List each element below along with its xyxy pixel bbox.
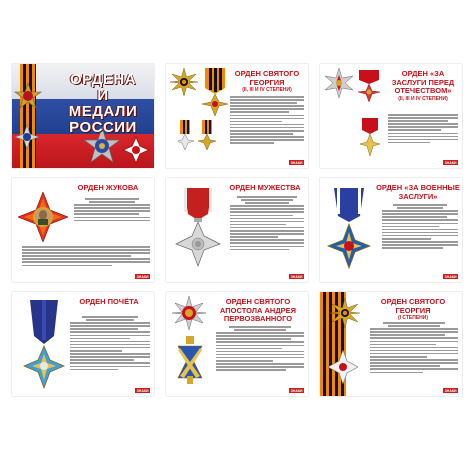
card-body-text [230,196,304,252]
military-merit-order-icon [326,188,372,272]
st-george-first-star-icon [330,298,360,328]
card-title-text: ОРДЕН ПОЧЁТА [79,297,139,306]
publisher-badge: ЗНАКИ [444,388,457,393]
card-subtitle: (II, III И IV СТЕПЕНИ) [398,95,448,102]
card-st-andrew [166,292,308,396]
card-title [366,298,460,321]
publisher-badge: ЗНАКИ [444,274,457,279]
card-subtitle: (II, III И IV СТЕПЕНИ) [242,87,292,93]
st-george-crosses-icon [178,120,216,164]
merit-badge-icon [360,118,380,160]
card-title-text: ОРДЕН СВЯТОГО ГЕОРГИЯ [380,297,446,315]
card-title-text: ОРДЕН СВЯТОГО ГЕОРГИЯ [234,69,300,87]
card-merit-fatherland [320,64,462,168]
order-cross-icon [14,124,40,150]
card-title-text: ОРДЕН «ЗА ВОЕННЫЕ ЗАСЛУГИ» [376,183,460,201]
st-andrew-badge-icon [174,336,206,386]
merit-ribbon-cross-icon [356,70,382,104]
publisher-badge: ЗНАКИ [444,160,457,165]
order-star-icon [14,82,42,110]
st-andrew-star-icon [172,296,206,330]
st-george-ribbon [20,64,36,168]
courage-order-icon [174,188,222,268]
card-title [66,298,152,307]
card-subtitle: (I СТЕПЕНИ) [397,315,429,321]
card-zhukov [12,178,154,282]
merit-star-icon [324,68,354,98]
card-title-text: ОРДЕН МУЖЕСТВА [229,183,301,192]
zhukov-order-icon [18,192,68,242]
publisher-badge: ЗНАКИ [290,160,303,165]
st-george-first-cross-icon [328,350,358,384]
card-military-merit [320,178,462,282]
card-body-text [388,114,458,145]
card-body-text [216,326,304,372]
card-honour [12,292,154,396]
card-title [376,184,460,201]
st-george-ribbon-cross-icon [202,68,228,122]
card-body-text [74,198,150,223]
card-title [228,70,306,93]
card-title [64,184,152,193]
st-george-star-icon [170,68,198,96]
publisher-badge: ЗНАКИ [290,274,303,279]
cover-title-line2: И [97,87,109,104]
card-body-text [230,96,304,146]
card-title [210,298,306,324]
card-body-text [70,316,150,372]
cover-title-line4: РОССИИ [69,119,137,136]
card-st-george [166,64,308,168]
cover-title-line1: ОРДЕНА [69,71,137,88]
card-st-george-first [320,292,462,396]
card-body-text-lower [22,246,150,268]
card-title [224,184,306,193]
card-title-text: ОРДЕН ЖУКОВА [77,183,139,192]
cover-title [56,72,150,136]
card-title [386,70,460,102]
cover-poster [12,64,154,168]
card-body-text [382,204,458,250]
card-title-text: ОРДЕН СВЯТОГО АПОСТОЛА АНДРЕЯ ПЕРВОЗВАННОГО [219,297,297,323]
honour-order-icon [22,300,66,390]
publisher-badge: ЗНАКИ [136,274,149,279]
card-title-text: ОРДЕН «ЗА ЗАСЛУГИ ПЕРЕД ОТЕЧЕСТВОМ» [391,69,455,95]
publisher-badge: ЗНАКИ [290,388,303,393]
cover-title-line3: МЕДАЛИ [68,103,138,120]
publisher-badge: ЗНАКИ [136,388,149,393]
cross-medal-icon [122,136,150,164]
card-body-text [370,322,458,375]
card-courage [166,178,308,282]
